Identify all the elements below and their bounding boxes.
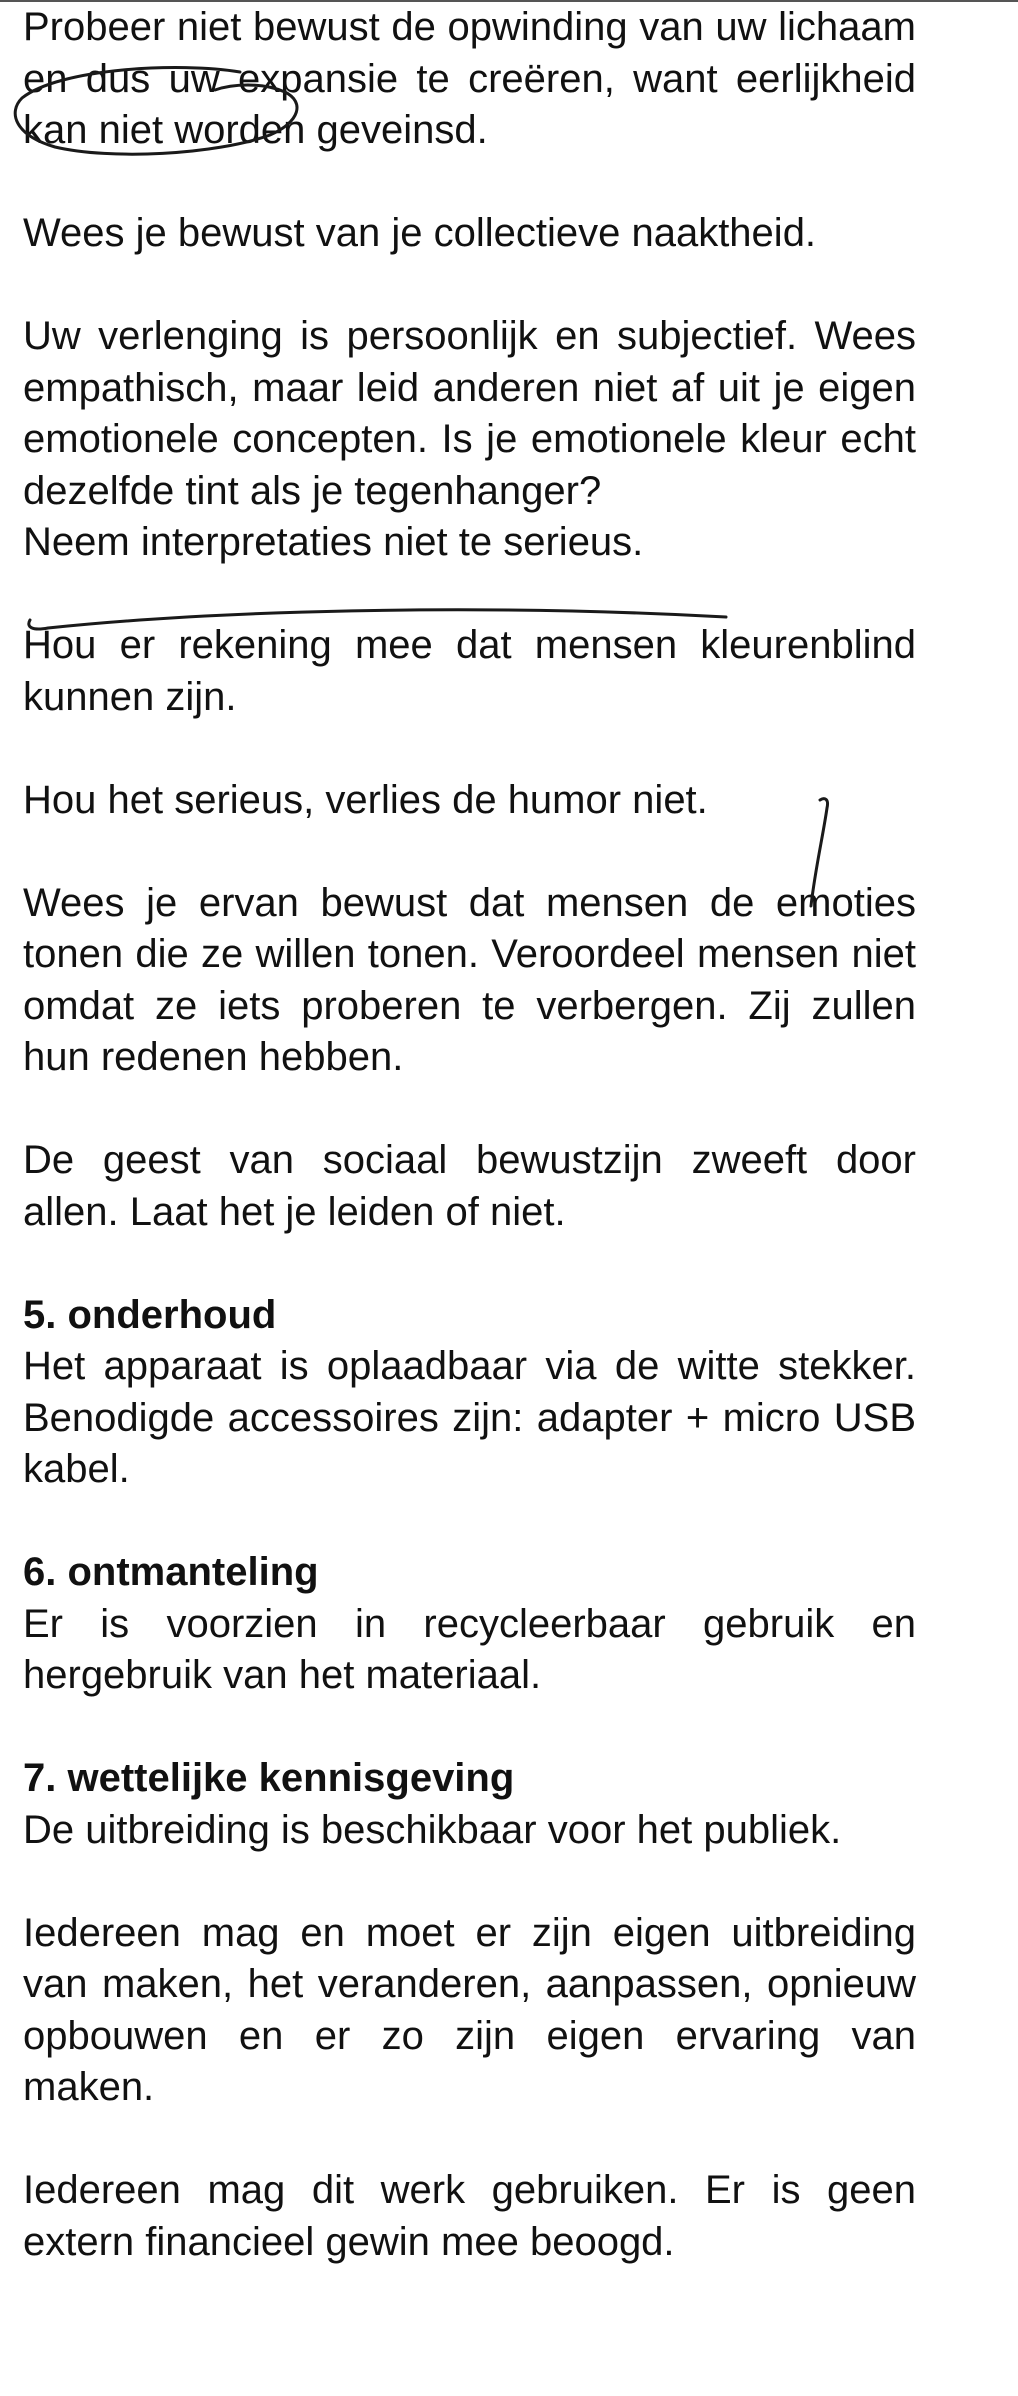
paragraph-interpretations: Neem interpretaties niet te serieus. (23, 520, 644, 564)
section-heading-dismantling: 6. ontmanteling (23, 1550, 319, 1594)
paragraph-nakedness: Wees je bewust van je collectieve naaktheid. (23, 211, 817, 255)
paragraph-gap (23, 1238, 916, 1290)
paragraph-empathy: Uw verlenging is persoonlijk en subjectief. Wees empathisch, maar leid anderen niet af uit je eigen emotionele concepten. Is je emotionele kleur echt dezelfde tint als je tegenhanger? (23, 314, 916, 513)
paragraph-gap (23, 1702, 916, 1754)
paragraph-emotions: Wees je ervan bewust dat mensen de emoties tonen die ze willen tonen. Veroordeel mensen niet omdat ze iets proberen te verbergen. Zij zullen hun redenen hebben. (23, 880, 916, 1079)
section-heading-legal: 7. wettelijke kennisgeving (23, 1756, 515, 1800)
section-heading-maintenance: 5. onderhoud (23, 1292, 277, 1337)
paragraph-gap (23, 826, 916, 878)
paragraph-gap (23, 2114, 916, 2166)
paragraph-gap (23, 1084, 916, 1136)
paragraph-gap (23, 1856, 916, 1908)
paragraph-social-awareness: De geest van sociaal bewustzijn zweeft door allen. Laat het je leiden of niet. (23, 1138, 916, 1234)
paragraph-gap (23, 723, 916, 775)
document-page (23, 2, 916, 2268)
paragraph-dismantling: Er is voorzien in recycleerbaar gebruik en hergebruik van het materiaal. (23, 1601, 916, 1697)
paragraph-honesty: Probeer niet bewust de opwinding van uw lichaam en dus uw expansie te creëren, want eerlijkheid kan niet worden geveinsd. (23, 5, 916, 152)
paragraph-legal-availability: De uitbreiding is beschikbaar voor het publiek. (23, 1807, 842, 1852)
paragraph-gap (23, 260, 916, 312)
paragraph-legal-modify: Iedereen mag en moet er zijn eigen uitbreiding van maken, het veranderen, aanpassen, opnieuw opbouwen en er zo zijn eigen ervaring van maken. (23, 1910, 916, 2109)
paragraph-colorblind: Hou er rekening mee dat mensen kleurenblind kunnen zijn. (23, 623, 916, 719)
paragraph-gap (23, 157, 916, 209)
paragraph-humor: Hou het serieus, verlies de humor niet. (23, 777, 708, 822)
paragraph-gap (23, 569, 916, 621)
paragraph-maintenance: Het apparaat is oplaadbaar via de witte stekker. Benodigde accessoires zijn: adapter + micro USB kabel. (23, 1344, 916, 1491)
paragraph-gap (23, 1496, 916, 1548)
paragraph-legal-use: Iedereen mag dit werk gebruiken. Er is geen extern financieel gewin mee beoogd. (23, 2168, 916, 2264)
